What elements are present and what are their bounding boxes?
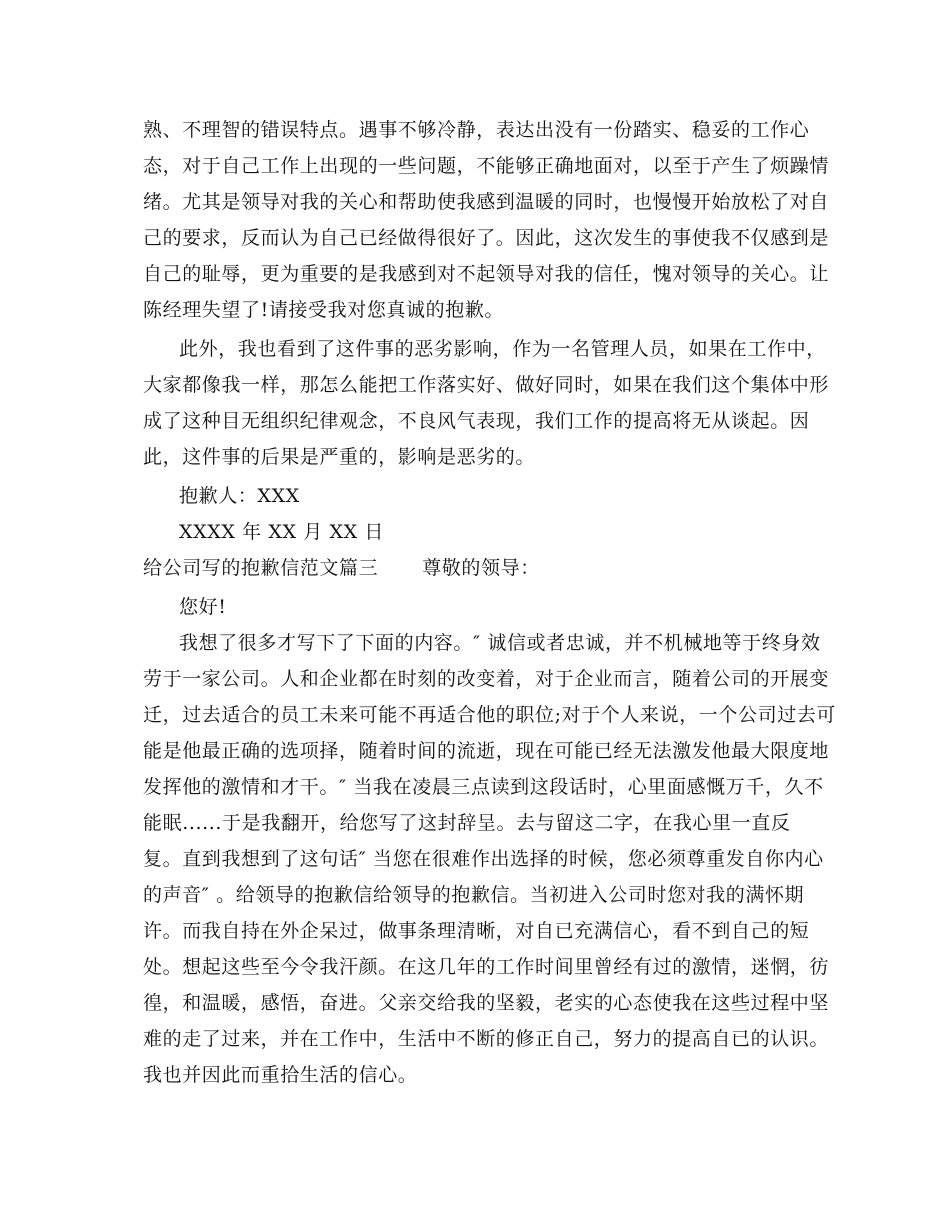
- section-title: 给公司写的抱歉信范文篇三: [143, 557, 379, 579]
- text-line: 绪。尤其是领导对我的关心和帮助使我感到温暖的同时，也慢慢开始放松了对自: [143, 191, 830, 213]
- text-line: 劳于一家公司。人和企业都在时刻的改变着，对于企业而言，随着公司的开展变: [143, 668, 830, 690]
- text-line: 复。直到我想到了这句话″ 当您在很难作出选择的时候，您必须尊重发自你内心: [143, 848, 824, 870]
- text-line: 大家都像我一样，那怎么能把工作落实好、做好同时，如果在我们这个集体中形: [143, 374, 830, 396]
- text-line: 的声音″ 。给领导的抱歉信给领导的抱歉信。当初进入公司时您对我的满怀期: [143, 884, 805, 906]
- text-line: 难的走了过来，并在工作中，生活中不断的修正自己，努力的提高自已的认识。: [143, 1028, 830, 1050]
- text-line: 态，对于自己工作上出现的一些问题，不能够正确地面对，以至于产生了烦躁情: [143, 155, 830, 177]
- text-line: 熟、不理智的错误特点。遇事不够冷静，表达出没有一份踏实、稳妥的工作心: [143, 119, 810, 141]
- salutation: 尊敬的领导：: [422, 557, 540, 579]
- text-line: 徨，和温暖，感悟，奋进。父亲交给我的坚毅，老实的心态使我在这些过程中坚: [143, 992, 830, 1014]
- text-line: 成了这种目无组织纪律观念，不良风气表现，我们工作的提高将无从谈起。因: [143, 410, 810, 432]
- text-line: 陈经理失望了!请接受我对您真诚的抱歉。: [143, 299, 505, 321]
- text-line: 处。想起这些至今令我汗颜。在这几年的工作时间里曾经有过的激情，迷惘，彷: [143, 956, 830, 978]
- section-heading: [143, 556, 540, 580]
- text-line: 我也并因此而重拾生活的信心。: [143, 1064, 418, 1086]
- text-line: 此，这件事的后果是严重的，影响是恶劣的。: [143, 446, 536, 468]
- text-line: 能眠......于是我翻开，给您写了这封辞呈。去与留这二字，在我心里一直反: [143, 812, 791, 834]
- text-line: 许。而我自持在外企呆过，做事条理清晰，对自已充满信心，看不到自己的短: [143, 920, 810, 942]
- signature-date: XXXX 年 XX 月 XX 日: [179, 521, 385, 543]
- text-line: 我想了很多才写下了下面的内容。″ 诚信或者忠诚，并不机械地等于终身效: [179, 632, 821, 654]
- text-line: 迁，过去适合的员工未来可能不再适合他的职位;对于个人来说，一个公司过去可: [143, 704, 837, 726]
- text-line: 能是他最正确的选项择，随着时间的流逝，现在可能已经无法激发他最大限度地: [143, 740, 830, 762]
- greeting: 您好!: [179, 596, 227, 618]
- text-line: 发挥他的激情和才干。″ 当我在凌晨三点读到这段话时，心里面感慨万千，久不: [143, 776, 824, 798]
- apologizer-signature: 抱歉人：XXX: [179, 485, 300, 507]
- text-line: 此外，我也看到了这件事的恶劣影响，作为一名管理人员，如果在工作中，: [179, 338, 826, 360]
- text-line: 己的要求，反而认为自己已经做得很好了。因此，这次发生的事使我不仅感到是: [143, 227, 830, 249]
- text-line: 自己的耻辱，更为重要的是我感到对不起领导对我的信任，愧对领导的关心。让: [143, 263, 830, 285]
